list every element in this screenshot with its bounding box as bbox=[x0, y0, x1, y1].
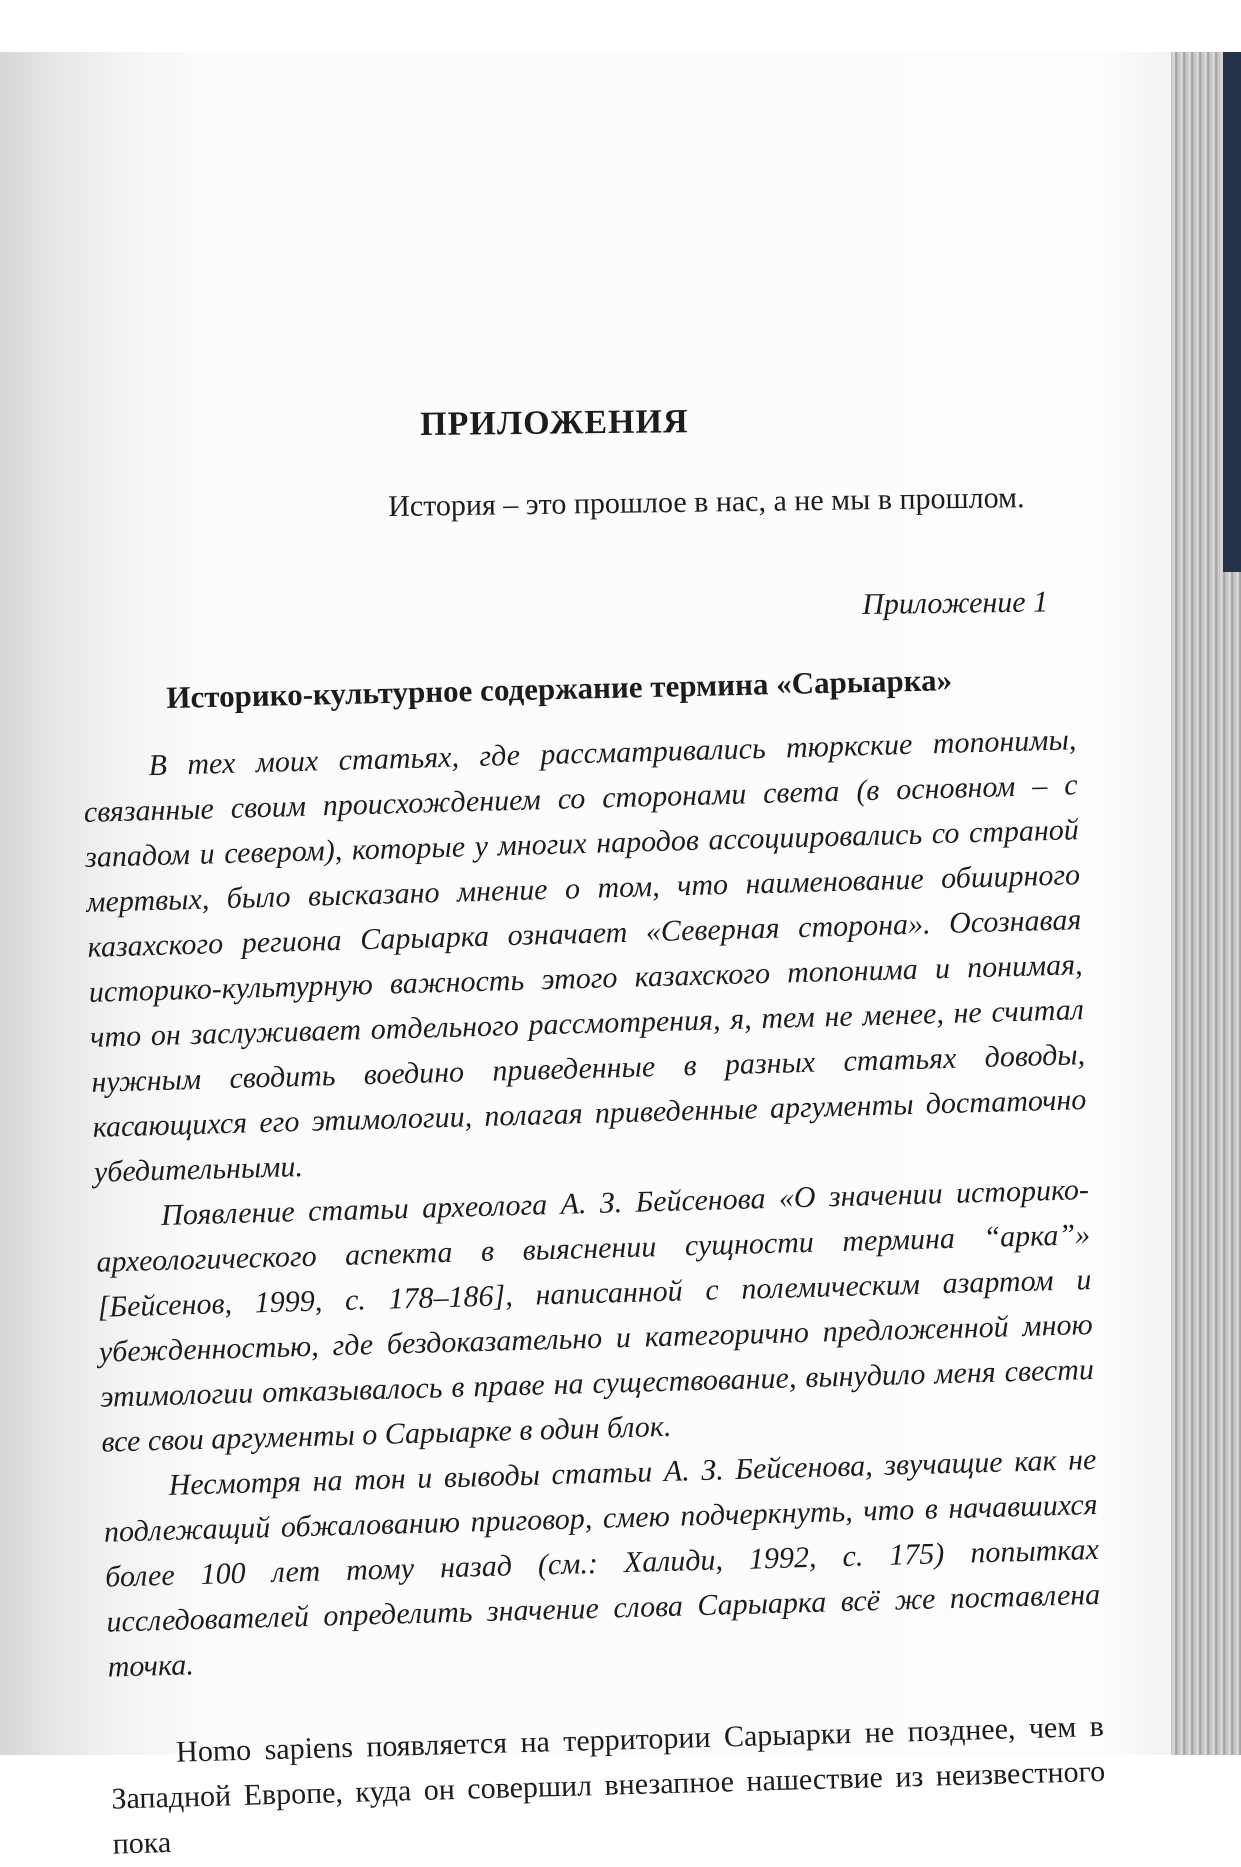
paragraph-3: Несмотря на тон и выводы статьи А. З. Бейсенова, звучащие как не подлежащий обжалованию приговор, смею подчеркнуть, что в начавшихся более 100 лет тому назад (см.: Халиди, 1992, с. 175) попытках исследователей определить значение слова Сарыарка всё же поставлена точка. bbox=[103, 1442, 1101, 1684]
appendix-label: Приложение 1 bbox=[862, 585, 1049, 621]
epigraph: История – это прошлое в нас, а не мы в прошлом. bbox=[388, 481, 1025, 523]
body-text bbox=[82, 717, 1107, 1866]
paragraph-1: В тех моих статьях, где рассматривались тюркские топонимы, связанные своим происхождением со сторонами света (в основном – с западом и севером), которые у многих народов ассоциировались со страной мертвых, было высказано мнение о том, что наименование обширного казахского региона Сарыарка означает «Северная сторона». Осознавая историко-культурную важность этого казахского топонима и понимая, что он заслуживает отдельного рассмотрения, я, тем не менее, не считал нужным сводить воедино приведенные в разных статьях доводы, касающихся его этимологии, полагая приведенные аргументы достаточно убедительными. bbox=[83, 723, 1087, 1189]
paragraph-4: Homo sapiens появляется на территории Сарыарки не позднее, чем в Западной Европе, куда он совершил внезапное нашествие из неизвестного пока bbox=[110, 1709, 1106, 1861]
paragraph-2: Появление статьи археолога А. З. Бейсенова «О значении историко-археологического аспекта в выяснении сущности термина “арка”» [Бейсенов, 1999, с. 178–186], написанной с полемическим азартом и убежденностью, где бездоказательно и категорично предложенной мною этимологии отказывалось в праве на существование, вынудило меня свести все свои аргументы о Сарыарке в один блок. bbox=[95, 1173, 1095, 1459]
section-title: Историко-культурное содержание термина «Сарыарка» bbox=[166, 662, 953, 715]
page-heading: ПРИЛОЖЕНИЯ bbox=[420, 403, 689, 443]
